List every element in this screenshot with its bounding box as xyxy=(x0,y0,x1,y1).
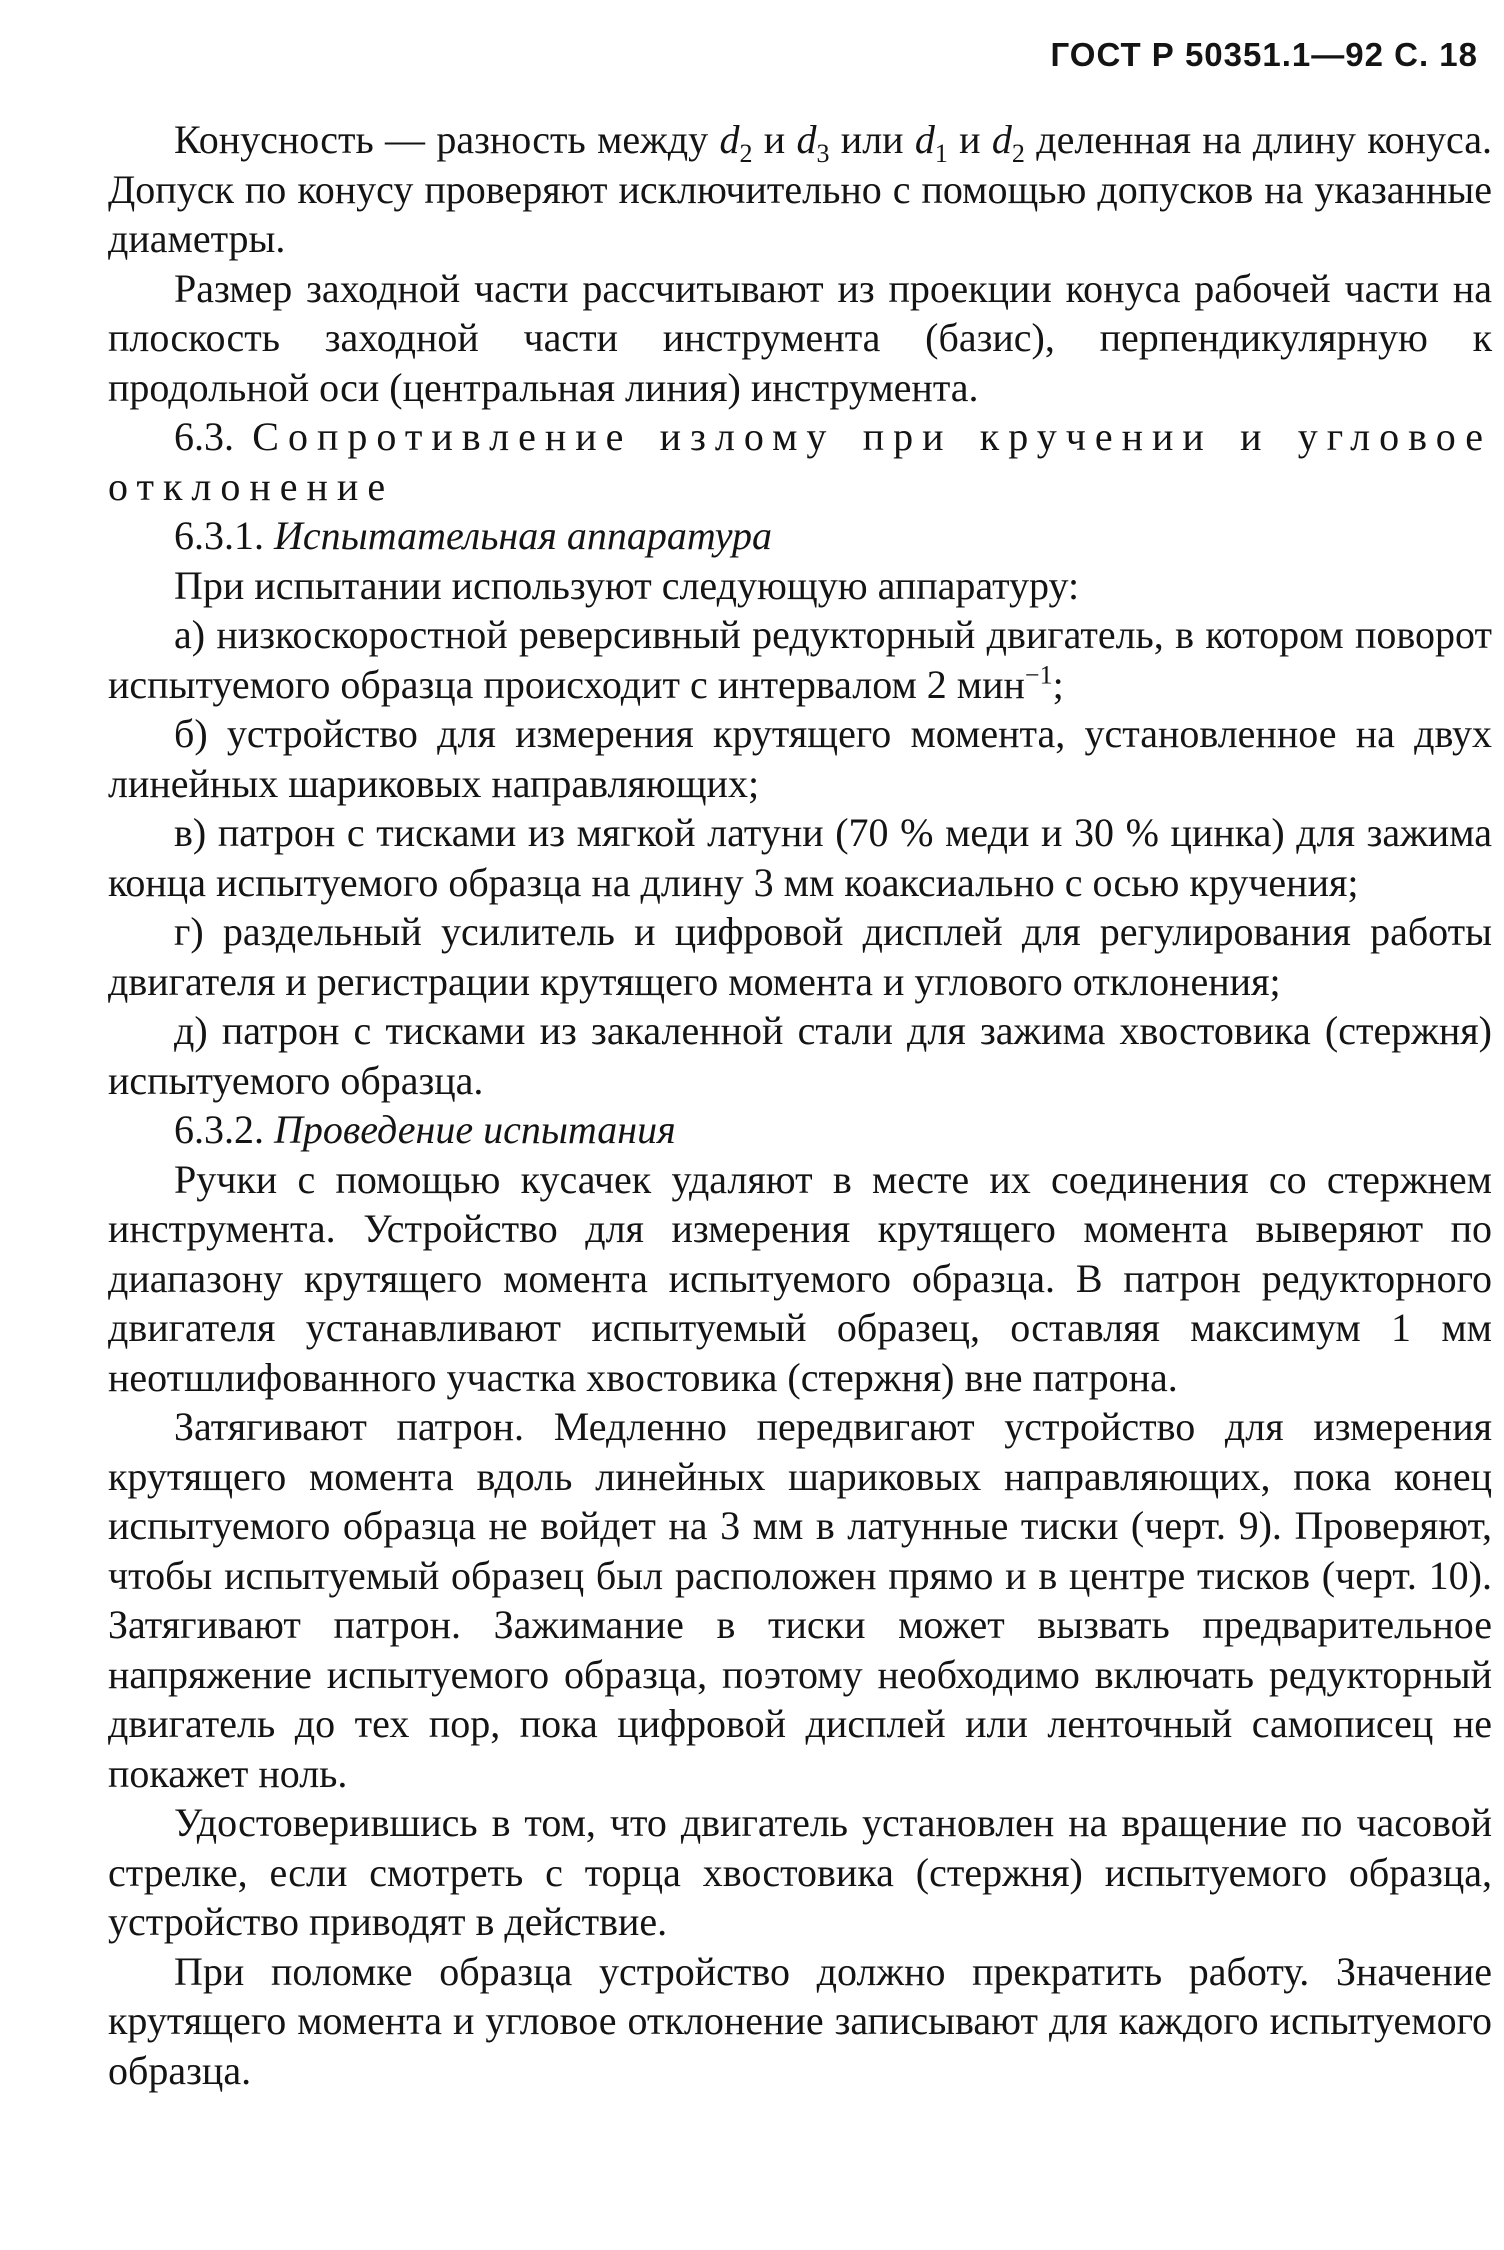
section-title: Проведение испытания xyxy=(274,1107,676,1152)
paragraph-text: Конусность — разность между xyxy=(174,117,720,162)
page-header: ГОСТ Р 50351.1—92 С. 18 xyxy=(1050,36,1478,73)
section-6-3-heading xyxy=(108,412,1492,511)
paragraph-tighten: Затягивают патрон. Медленно передвигают устройство для измерения крутящего момента вдоль линейных шариковых направляющих, пока конец испытуемого образца не войдет на 3 мм в латунные тиски (черт. 9). Проверяют, чтобы испытуемый образец был расположен прямо и в центре тисков (черт. 10). Затягивают патрон. Зажимание в тиски может вызвать предварительное напряжение испытуемого образца, поэтому необходимо включать редукторный двигатель до тех пор, пока цифровой дисплей или ленточный самописец не покажет ноль. xyxy=(108,1404,1492,1796)
section-6-3-1-heading xyxy=(108,511,1492,561)
section-number: 6.3.1. xyxy=(174,513,274,558)
list-item-v: в) патрон с тисками из мягкой латуни (70 % меди и 30 % цинка) для зажима конца испытуемого образца на длину 3 мм коаксиально с осью кручения; xyxy=(108,810,1492,905)
diameter-subscript: 2 xyxy=(1011,139,1025,168)
unit-superscript: −1 xyxy=(1024,660,1053,690)
paragraph-text: или xyxy=(829,117,915,162)
section-title: Сопротивление излому при кручении и угловое отклонение xyxy=(108,414,1492,509)
list-item-b: б) устройство для измерения крутящего момента, установленное на двух линейных шариковых направляющих; xyxy=(108,711,1492,806)
paragraph-text: и xyxy=(752,117,797,162)
paragraph-apparatus-intro: При испытании используют следующую аппаратуру: xyxy=(174,562,1080,608)
list-item-a xyxy=(108,610,1492,709)
diameter-symbol: d xyxy=(914,117,935,162)
paragraph-text: и xyxy=(947,117,992,162)
section-number: 6.3. xyxy=(174,414,253,459)
diameter-symbol: d xyxy=(991,117,1012,162)
paragraph-handles: Ручки с помощью кусачек удаляют в месте их соединения со стержнем инструмента. Устройство для измерения крутящего момента выверяют по диапазону крутящего момента испытуемого образца. В патрон редукторного двигателя устанавливают испытуемый образец, оставляя максимум 1 мм неотшлифованного участка хвостовика (стержня) вне патрона. xyxy=(108,1156,1492,1400)
diameter-symbol: d xyxy=(719,117,740,162)
section-title: Испытательная аппаратура xyxy=(274,513,772,558)
diameter-subscript: 1 xyxy=(934,139,948,168)
paragraph-lead-size: Размер заходной части рассчитывают из проекции конуса рабочей части на плоскость заходной части инструмента (базис), перпендикулярную к продольной оси (центральная линия) инструмента. xyxy=(108,265,1492,410)
diameter-subscript: 3 xyxy=(816,139,830,168)
paragraph-rotation: Удостоверившись в том, что двигатель установлен на вращение по часовой стрелке, если смотреть с торца хвостовика (стержня) испытуемого образца, устройство приводят в действие. xyxy=(108,1800,1492,1944)
diameter-subscript: 2 xyxy=(739,139,753,168)
paragraph-breakage: При поломке образца устройство должно прекратить работу. Значение крутящего момента и угловое отклонение записывают для каждого испытуемого образца. xyxy=(108,1948,1492,2093)
paragraph-text: деленная на длину конуса. Допуск по конусу проверяют исключительно с помощью допусков на указанные диаметры. xyxy=(108,117,1493,261)
paragraph-taper xyxy=(108,115,1492,264)
list-item-text: ; xyxy=(1052,661,1064,707)
list-item-text: а) низкоскоростной реверсивный редукторный двигатель, в котором поворот испытуемого образца происходит с интервалом 2 мин xyxy=(108,612,1492,707)
diameter-symbol: d xyxy=(796,117,817,162)
list-item-g: г) раздельный усилитель и цифровой дисплей для регулирования работы двигателя и регистрации крутящего момента и углового отклонения; xyxy=(108,909,1492,1004)
document-body xyxy=(108,115,1492,2095)
section-number: 6.3.2. xyxy=(174,1107,274,1152)
section-6-3-2-heading xyxy=(108,1105,1492,1155)
list-item-d: д) патрон с тисками из закаленной стали для зажима хвостовика (стержня) испытуемого образца. xyxy=(108,1008,1492,1103)
